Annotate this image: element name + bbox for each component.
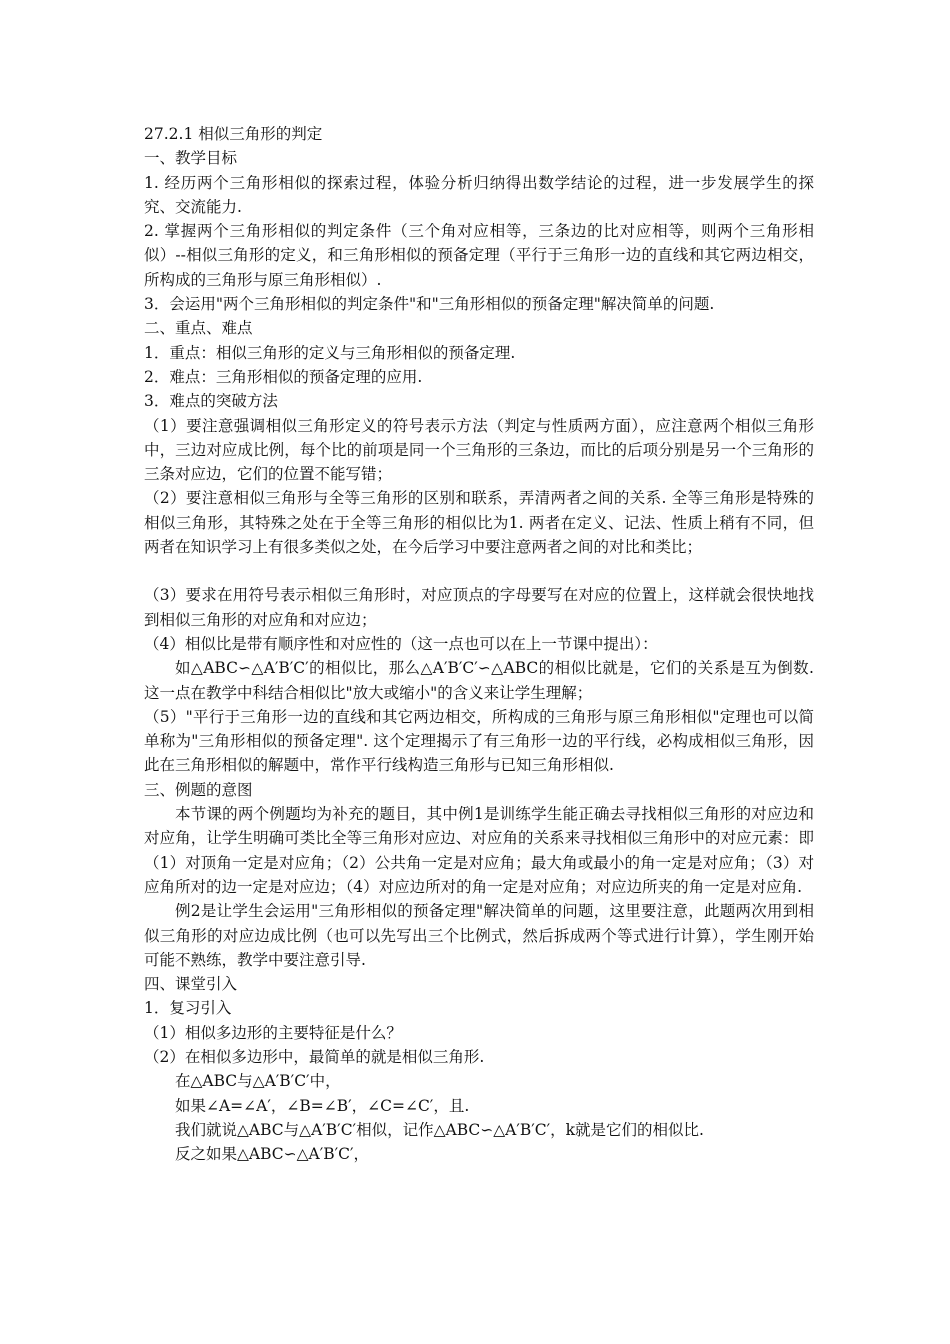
paragraph: （4）相似比是带有顺序性和对应性的（这一点也可以在上一节课中提出）： (144, 634, 658, 653)
paragraph: （1）相似多边形的主要特征是什么？ (144, 1023, 402, 1042)
paragraph: （5）"平行于三角形一边的直线和其它两边相交，所构成的三角形与原三角形相似"定理也可以简单称为"三角形相似的预备定理". 这个定理揭示了有三角形一边的平行线，必构成相似三角形，因此在三角形相似的解题中，常作平行线构造三角形与已知三角形相似. (144, 707, 814, 775)
paragraph: 3．难点的突破方法 (144, 392, 278, 411)
paragraph: （2）要注意相似三角形与全等三角形的区别和联系，弄清两者之间的关系. 全等三角形是特殊的相似三角形，其特殊之处在于全等三角形的相似比为1. 两者在定义、记法、性质上稍有不同，但两者在知识学习上有很多类似之处，在今后学习中要注意两者之间的对比和类比； (144, 489, 814, 557)
paragraph: 反之如果△ABC∽△A′B′C′， (175, 1145, 370, 1164)
blank-line (144, 559, 814, 583)
paragraph: 我们就说△ABC与△A′B′C′相似，记作△ABC∽△A′B′C′，k就是它们的相似比. (175, 1120, 704, 1139)
page-title: 27.2.1 相似三角形的判定 (144, 125, 323, 143)
paragraph: 2. 掌握两个三角形相似的判定条件（三个角对应相等，三条边的比对应相等，则两个三角形相似）--相似三角形的定义，和三角形相似的预备定理（平行于三角形一边的直线和其它两边相交，所构成的三角形与原三角形相似）. (144, 222, 814, 289)
paragraph: 如果∠A=∠A′，∠B=∠B′，∠C=∠C′，且. (175, 1096, 470, 1115)
paragraph: （2）在相似多边形中，最简单的就是相似三角形. (144, 1047, 485, 1066)
paragraph: 本节课的两个例题均为补充的题目，其中例1是训练学生能正确去寻找相似三角形的对应边和对应角，让学生明确可类比全等三角形对应边、对应角的关系来寻找相似三角形中的对应元素：即（1）对顶角一定是对应角；（2）公共角一定是对应角；最大角或最小的角一定是对应角；（3）对应角所对的边一定是对应边；（4）对应边所对的角一定是对应角；对应边所夹的角一定是对应角. (144, 805, 814, 896)
section-heading: 二、重点、难点 (144, 319, 253, 338)
section-heading: 四、课堂引入 (144, 975, 238, 994)
paragraph: 2．难点：三角形相似的预备定理的应用. (144, 367, 423, 386)
paragraph: 3．会运用"两个三角形相似的判定条件"和"三角形相似的预备定理"解决简单的问题. (144, 295, 715, 314)
paragraph: 例2是让学生会运用"三角形相似的预备定理"解决简单的问题，这里要注意，此题两次用到相似三角形的对应边成比例（也可以先写出三个比例式，然后拆成两个等式进行计算），学生刚开始可能不熟练，教学中要注意引导. (144, 902, 814, 969)
paragraph: 如△ABC∽△A′B′C′的相似比，那么△A′B′C′∽△ABC的相似比就是，它们的关系是互为倒数. 这一点在教学中科结合相似比"放大或缩小"的含义来让学生理解； (144, 659, 814, 702)
paragraph: 1．重点：相似三角形的定义与三角形相似的预备定理. (144, 343, 516, 362)
section-heading: 三、例题的意图 (144, 780, 253, 799)
paragraph: （3）要求在用符号表示相似三角形时，对应顶点的字母要写在对应的位置上，这样就会很快地找到相似三角形的对应角和对应边； (144, 586, 814, 629)
paragraph: （1）要注意强调相似三角形定义的符号表示方法（判定与性质两方面），应注意两个相似三角形中，三边对应成比例，每个比的前项是同一个三角形的三条边，而比的后项分别是另一个三角形的三条对应边，它们的位置不能写错； (144, 416, 814, 484)
section-heading: 一、教学目标 (144, 149, 238, 168)
paragraph: 1．复习引入 (144, 999, 232, 1018)
document-page (144, 122, 814, 1166)
paragraph: 1. 经历两个三角形相似的探索过程，体验分析归纳得出数学结论的过程，进一步发展学生的探究、交流能力. (144, 173, 814, 216)
paragraph: 在△ABC与△A′B′C′中， (175, 1072, 341, 1091)
